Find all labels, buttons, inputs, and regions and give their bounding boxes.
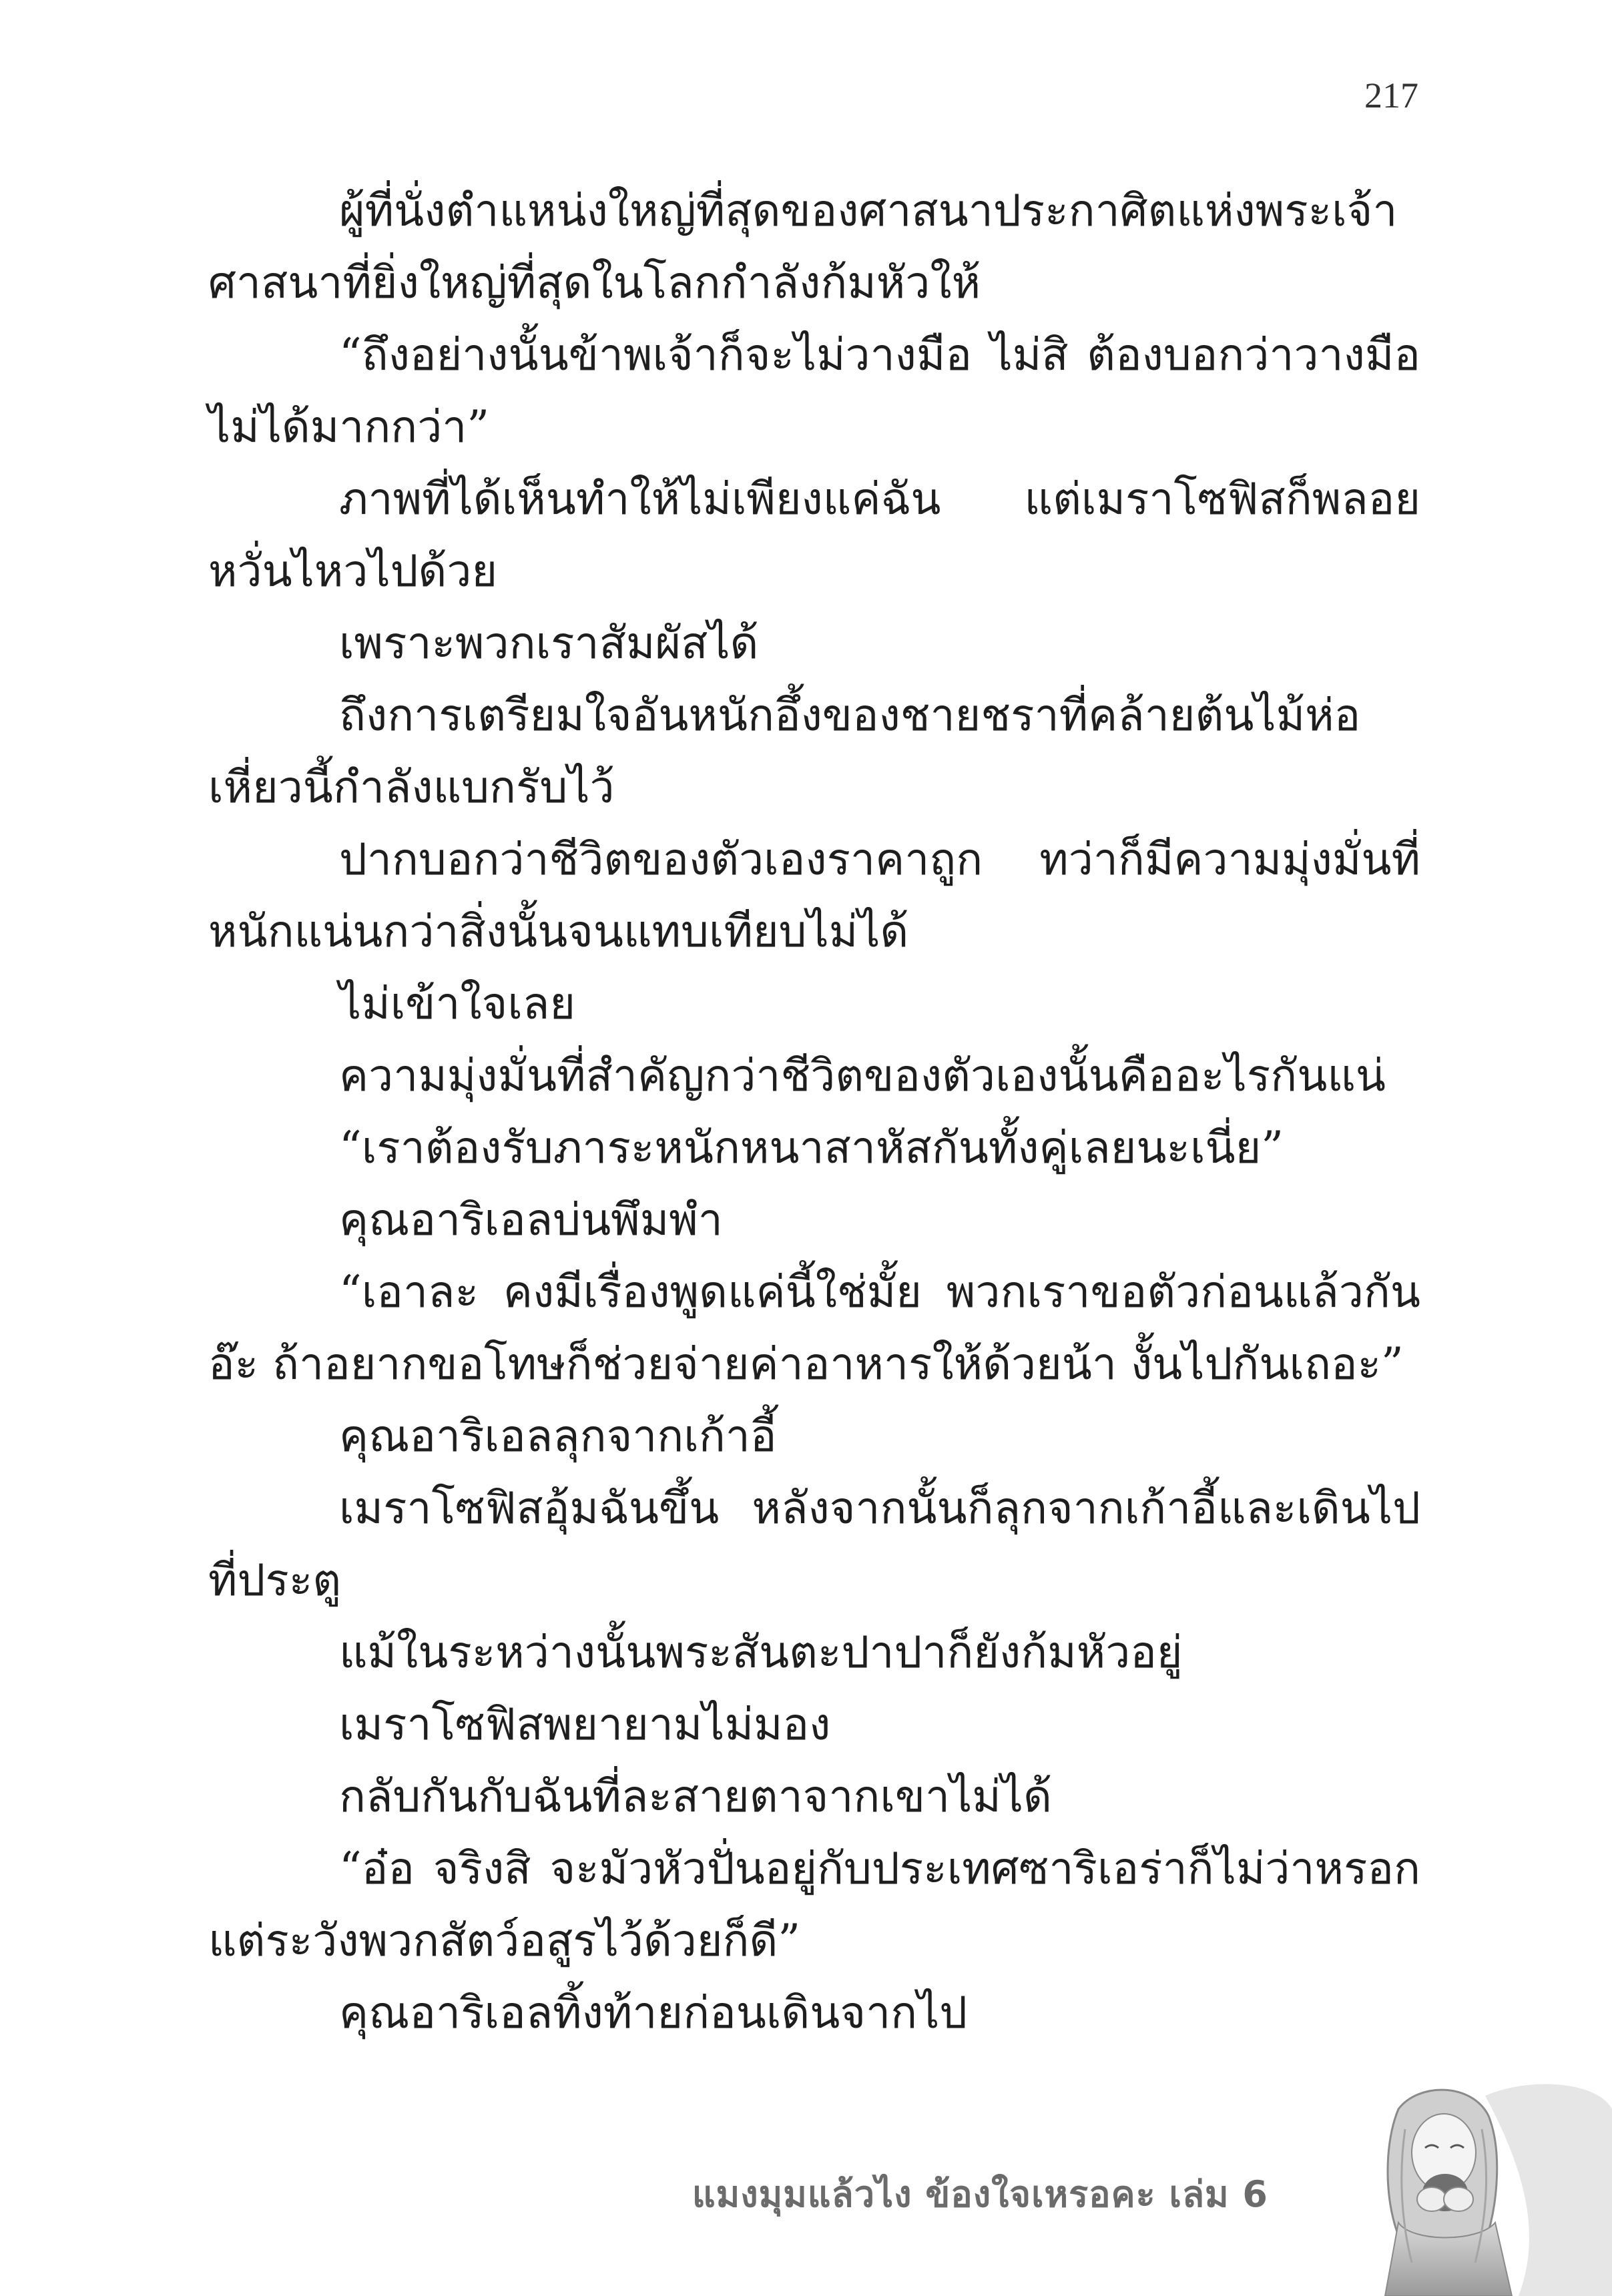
body-text <box>208 175 1420 2049</box>
paragraph: ภาพที่ได้เห็นทำให้ไม่เพียงแค่ฉัน แต่เมราโซฟิสก็พลอยหวั่นไหวไปด้วย <box>208 473 1420 597</box>
character-illustration <box>1318 2069 1612 2296</box>
paragraph: ปากบอกว่าชีวิตของตัวเองราคาถูก ทว่าก็มีความมุ่งมั่นที่หนักแน่นกว่าสิ่งนั้นจนแทบเทียบไม่ได้ <box>208 834 1420 957</box>
paragraph: “เราต้องรับภาระหนักหนาสาหัสกันทั้งคู่เลยนะเนี่ย” <box>339 1122 1284 1173</box>
paragraph: คุณอาริเอลลุกจากเก้าอี้ <box>339 1410 777 1462</box>
footer-title: แมงมุมแล้วไง ข้องใจเหรอคะ เล่ม 6 <box>692 2173 1268 2215</box>
paragraph: เพราะพวกเราสัมผัสได้ <box>339 617 759 669</box>
paragraph: ผู้ที่นั่งตำแหน่งใหญ่ที่สุดของศาสนาประกาศิตแห่งพระเจ้า ศาสนาที่ยิ่งใหญ่ที่สุดในโลกกำลังก้มหัวให้ <box>208 185 1398 308</box>
paragraph: “เอาละ คงมีเรื่องพูดแค่นี้ใช่มั้ย พวกเราขอตัวก่อนแล้วกันอ๊ะ ถ้าอยากขอโทษก็ช่วยจ่ายค่าอาหารให้ด้วยน้า งั้นไปกันเถอะ” <box>208 1266 1420 1390</box>
paragraph: “ถึงอย่างนั้นข้าพเจ้าก็จะไม่วางมือ ไม่สิ ต้องบอกว่าวางมือไม่ได้มากกว่า” <box>208 329 1420 453</box>
paragraph: ความมุ่งมั่นที่สำคัญกว่าชีวิตของตัวเองนั้นคืออะไรกันแน่ <box>339 1050 1386 1101</box>
paragraph: ถึงการเตรียมใจอันหนักอึ้งของชายชราที่คล้ายต้นไม้ห่อเหี่ยวนี้กำลังแบกรับไว้ <box>208 689 1361 813</box>
paragraph: กลับกันกับฉันที่ละสายตาจากเขาไม่ได้ <box>339 1771 1052 1822</box>
paragraph: คุณอาริเอลทิ้งท้ายก่อนเดินจากไป <box>339 1987 968 2038</box>
page-number: 217 <box>1364 75 1418 115</box>
paragraph: เมราโซฟิสอุ้มฉันขึ้น หลังจากนั้นก็ลุกจากเก้าอี้และเดินไปที่ประตู <box>208 1482 1420 1606</box>
paragraph: “อ๋อ จริงสิ จะมัวหัวปั่นอยู่กับประเทศซาริเอร่าก็ไม่ว่าหรอกแต่ระวังพวกสัตว์อสูรไว้ด้วยก็ดี” <box>208 1843 1420 1966</box>
paragraph: เมราโซฟิสพยายามไม่มอง <box>339 1699 831 1750</box>
paragraph: ไม่เข้าใจเลย <box>339 978 576 1029</box>
paragraph: คุณอาริเอลบ่นพึมพำ <box>339 1194 723 1245</box>
paragraph: แม้ในระหว่างนั้นพระสันตะปาปาก็ยังก้มหัวอยู่ <box>339 1627 1183 1678</box>
